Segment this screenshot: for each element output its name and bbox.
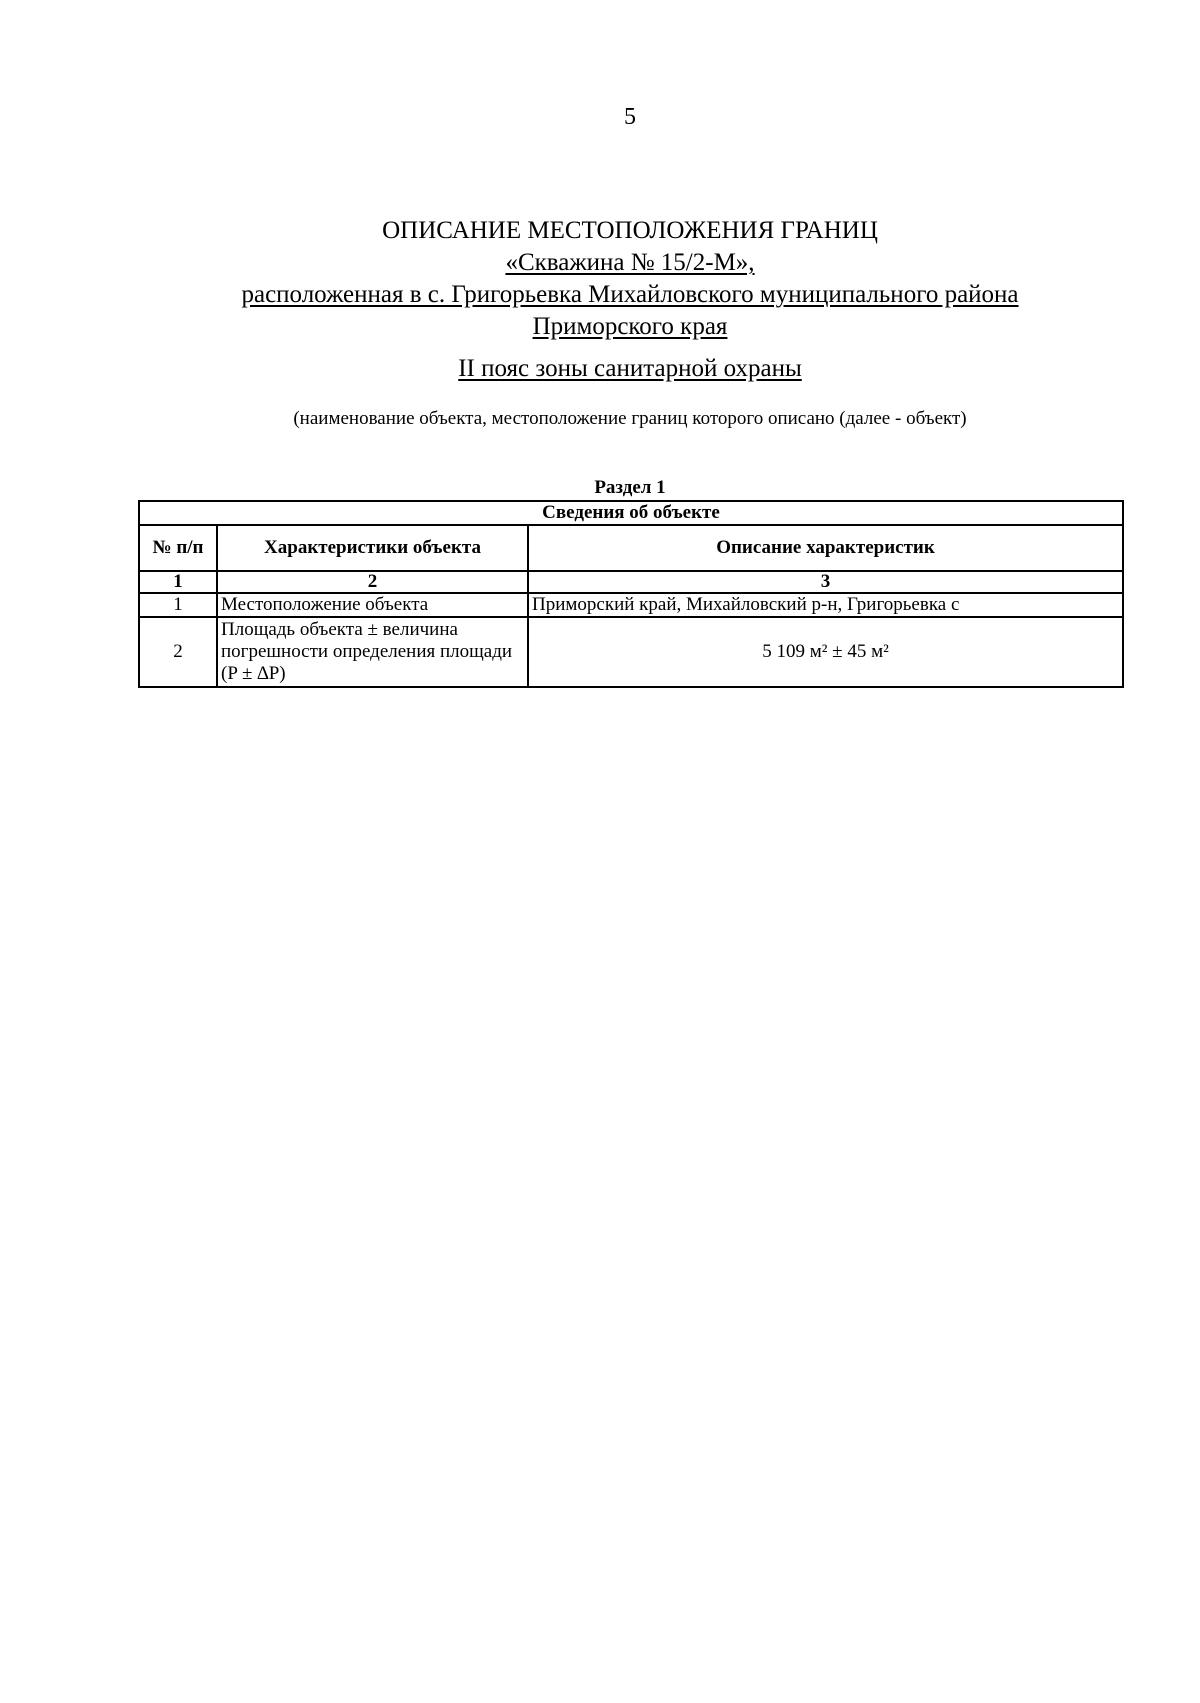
title-line-1: ОПИСАНИЕ МЕСТОПОЛОЖЕНИЯ ГРАНИЦ [382, 217, 878, 244]
title-line-2: «Скважина № 15/2-М», [505, 249, 755, 276]
column-number-1: 1 [139, 571, 217, 593]
page-number: 5 [624, 104, 636, 130]
object-caption: (наименование объекта, местоположение границ которого описано (далее - объект) [293, 408, 967, 429]
row-number: 1 [139, 593, 217, 617]
row-characteristic: Площадь объекта ± величина погрешности определения площади (P ± ∆P) [217, 617, 528, 687]
row-characteristic: Местоположение объекта [217, 593, 528, 617]
table-header: Сведения об объекте [139, 501, 1123, 525]
column-number-3: 3 [528, 571, 1123, 593]
object-info-table [138, 500, 1124, 688]
row-number: 2 [139, 617, 217, 687]
column-number-2: 2 [217, 571, 528, 593]
column-header-description: Описание характеристик [528, 525, 1123, 571]
zone-title: II пояс зоны санитарной охраны [458, 355, 802, 382]
column-header-number: № п/п [139, 525, 217, 571]
section-caption: Раздел 1 [594, 477, 666, 498]
row-description: 5 109 м² ± 45 м² [528, 617, 1123, 687]
document-title [0, 215, 1200, 343]
table-row [139, 593, 1123, 617]
row-description: Приморский край, Михайловский р-н, Григорьевка с [528, 593, 1123, 617]
title-line-3: расположенная в с. Григорьевка Михайловского муниципального района [241, 281, 1019, 308]
table-row [139, 617, 1123, 687]
title-line-4: Приморского края [532, 313, 728, 340]
column-header-characteristic: Характеристики объекта [217, 525, 528, 571]
